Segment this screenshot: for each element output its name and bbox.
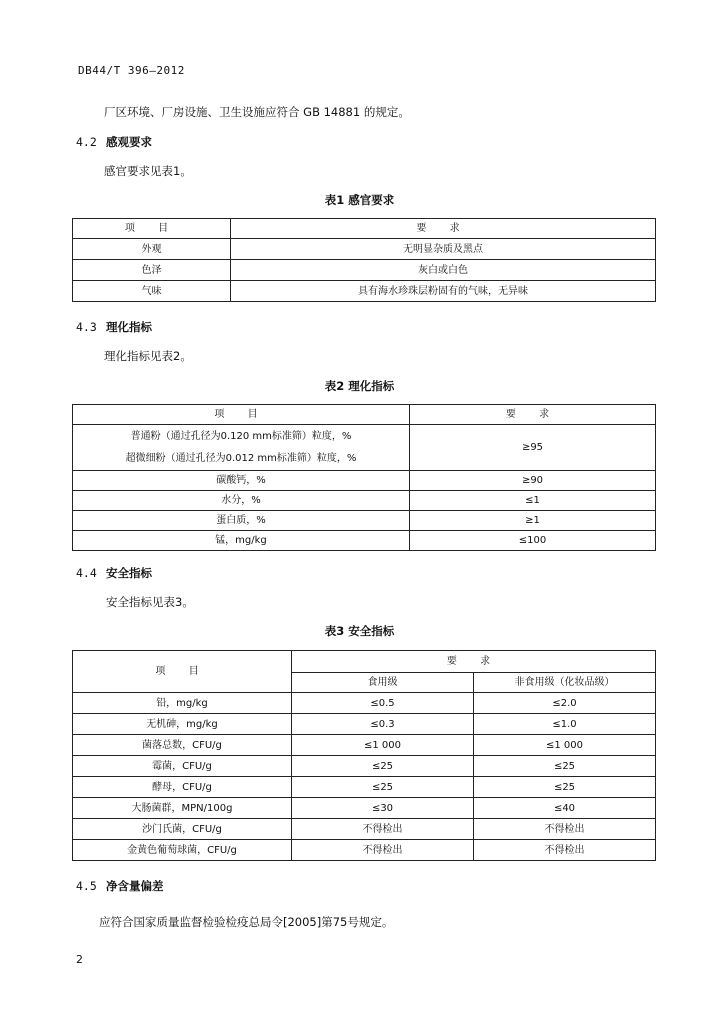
table-header-row bbox=[73, 405, 656, 425]
table-cell: 不得检出 bbox=[292, 819, 474, 840]
table-cell: ≤25 bbox=[474, 777, 656, 798]
table-header-cell: 项 目 bbox=[73, 405, 410, 425]
section-number: 4.3 bbox=[76, 320, 97, 334]
table-cell: 无明显杂质及黑点 bbox=[231, 239, 656, 260]
table-cell: 不得检出 bbox=[292, 840, 474, 861]
section-title: 感观要求 bbox=[106, 135, 152, 149]
section-4-4-body: 安全指标见表3。 bbox=[106, 595, 194, 609]
table-cell: ≤25 bbox=[292, 777, 474, 798]
table-cell: ≤40 bbox=[474, 798, 656, 819]
table-row bbox=[73, 491, 656, 511]
table-cell: 霉菌，CFU/g bbox=[73, 756, 292, 777]
table-row bbox=[73, 471, 656, 491]
table-header-cell: 项 目 bbox=[73, 651, 292, 693]
section-4-3-body: 理化指标见表2。 bbox=[104, 349, 192, 363]
table-header-cell: 食用级 bbox=[292, 673, 474, 693]
table-cell: ≤1 000 bbox=[474, 735, 656, 756]
table-row bbox=[73, 777, 656, 798]
table-cell: ≤1 bbox=[410, 491, 656, 511]
table-cell: ≤0.3 bbox=[292, 714, 474, 735]
table-cell: ≤1 000 bbox=[292, 735, 474, 756]
table-cell: ≤0.5 bbox=[292, 693, 474, 714]
section-4-3-heading bbox=[76, 319, 152, 335]
section-4-4-heading bbox=[76, 565, 152, 581]
table-cell: 不得检出 bbox=[474, 840, 656, 861]
table-cell: 沙门氏菌，CFU/g bbox=[73, 819, 292, 840]
table-header-cell: 非食用级（化妆品级） bbox=[474, 673, 656, 693]
table1 bbox=[72, 218, 656, 302]
table-cell: ≤25 bbox=[292, 756, 474, 777]
table-cell: 气味 bbox=[73, 281, 231, 302]
table-row bbox=[73, 714, 656, 735]
table-cell: ≥1 bbox=[410, 511, 656, 531]
table-row bbox=[73, 840, 656, 861]
document-id: DB44/T 396—2012 bbox=[78, 64, 185, 77]
table-row bbox=[73, 693, 656, 714]
table-cell-line: 超微细粉（通过孔径为0.012 mm标准筛）粒度，% bbox=[125, 452, 357, 464]
section-title: 净含量偏差 bbox=[106, 879, 164, 893]
table-header-cell: 要 求 bbox=[410, 405, 656, 425]
table-header-cell: 要 求 bbox=[231, 219, 656, 239]
table-cell: 具有海水珍珠层粉固有的气味，无异味 bbox=[231, 281, 656, 302]
section-number: 4.5 bbox=[76, 879, 97, 893]
table-cell: ≥90 bbox=[410, 471, 656, 491]
table-cell: 酵母，CFU/g bbox=[73, 777, 292, 798]
table-row bbox=[73, 239, 656, 260]
table-row bbox=[73, 281, 656, 302]
table-cell: 蛋白质，% bbox=[73, 511, 410, 531]
table-cell: 色泽 bbox=[73, 260, 231, 281]
table-header-cell: 要 求 bbox=[292, 651, 656, 673]
table-header-row bbox=[73, 651, 656, 673]
table-row bbox=[73, 735, 656, 756]
table-row bbox=[73, 819, 656, 840]
table-cell: ≤30 bbox=[292, 798, 474, 819]
table-cell: ≤100 bbox=[410, 531, 656, 551]
section-4-5-heading bbox=[76, 878, 164, 894]
table-cell: 外观 bbox=[73, 239, 231, 260]
table-cell: 铅，mg/kg bbox=[73, 693, 292, 714]
table-cell-line: 普通粉（通过孔径为0.120 mm标准筛）粒度，% bbox=[130, 430, 352, 442]
table-cell: 金黄色葡萄球菌，CFU/g bbox=[73, 840, 292, 861]
intro-paragraph: 厂区环境、厂房设施、卫生设施应符合 GB 14881 的规定。 bbox=[104, 105, 410, 119]
table-cell: ≤25 bbox=[474, 756, 656, 777]
table-cell bbox=[73, 425, 410, 471]
page-number: 2 bbox=[76, 953, 83, 966]
table-header-cell: 项 目 bbox=[73, 219, 231, 239]
section-4-5-body: 应符合国家质量监督检验检疫总局令[2005]第75号规定。 bbox=[99, 915, 394, 929]
table-cell: ≤1.0 bbox=[474, 714, 656, 735]
table-cell: ≤2.0 bbox=[474, 693, 656, 714]
table-cell: 灰白或白色 bbox=[231, 260, 656, 281]
table-header-row bbox=[73, 219, 656, 239]
table-row bbox=[73, 756, 656, 777]
section-title: 安全指标 bbox=[106, 566, 152, 580]
table-row bbox=[73, 798, 656, 819]
table-cell: 锰，mg/kg bbox=[73, 531, 410, 551]
table-cell: 无机砷，mg/kg bbox=[73, 714, 292, 735]
table-cell: 碳酸钙，% bbox=[73, 471, 410, 491]
section-number: 4.4 bbox=[76, 566, 97, 580]
section-4-2-body: 感官要求见表1。 bbox=[104, 164, 192, 178]
table3 bbox=[72, 650, 656, 861]
table3-caption: 表3 安全指标 bbox=[324, 624, 395, 638]
table-row bbox=[73, 425, 656, 471]
table-cell: 大肠菌群，MPN/100g bbox=[73, 798, 292, 819]
table2-caption: 表2 理化指标 bbox=[324, 379, 395, 393]
table-cell: 水分，% bbox=[73, 491, 410, 511]
table-row bbox=[73, 260, 656, 281]
section-number: 4.2 bbox=[76, 135, 97, 149]
table-row bbox=[73, 531, 656, 551]
table1-caption: 表1 感官要求 bbox=[324, 193, 395, 207]
table2 bbox=[72, 404, 656, 551]
table-cell: 不得检出 bbox=[474, 819, 656, 840]
table-cell: ≥95 bbox=[410, 425, 656, 471]
section-title: 理化指标 bbox=[106, 320, 152, 334]
table-row bbox=[73, 511, 656, 531]
section-4-2-heading bbox=[76, 134, 152, 150]
table-cell: 菌落总数，CFU/g bbox=[73, 735, 292, 756]
